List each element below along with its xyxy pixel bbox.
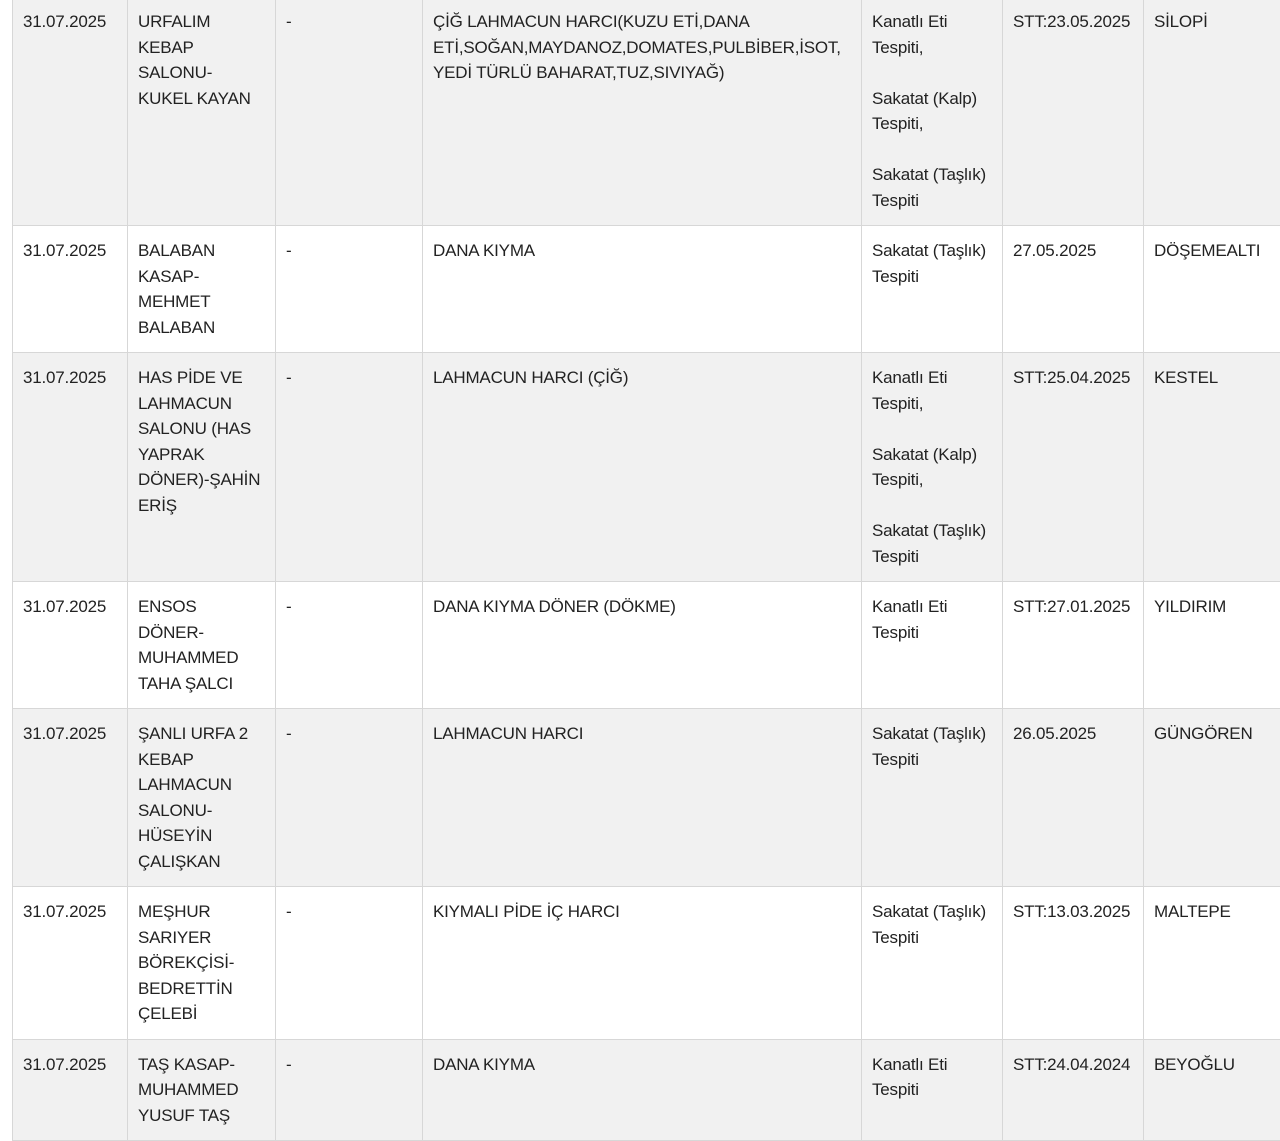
expiry-cell: STT:24.04.2024: [1003, 1039, 1144, 1141]
finding-cell: Kanatlı Eti Tespiti: [862, 582, 1003, 709]
business-cell: HAS PİDE VE LAHMACUN SALONU (HAS YAPRAK DÖNER)-ŞAHİN ERİŞ: [128, 353, 276, 582]
finding-cell: Sakatat (Taşlık) Tespiti: [862, 709, 1003, 887]
business-cell: ŞANLI URFA 2 KEBAP LAHMACUN SALONU-HÜSEYİN ÇALIŞKAN: [128, 709, 276, 887]
table-row: [13, 226, 1280, 353]
district-cell: MALTEPE: [1144, 887, 1280, 1040]
date-cell: 31.07.2025: [13, 1039, 128, 1141]
product-cell: ÇİĞ LAHMACUN HARCI(KUZU ETİ,DANA ETİ,SOĞAN,MAYDANOZ,DOMATES,PULBİBER,İSOT,YEDİ TÜRLÜ BAHARAT,TUZ,SIVIYAĞ): [423, 0, 862, 226]
date-cell: 31.07.2025: [13, 226, 128, 353]
finding-cell: Kanatlı Eti Tespiti: [862, 1039, 1003, 1141]
adulteration-results-table: [12, 0, 1280, 1141]
district-cell: YILDIRIM: [1144, 582, 1280, 709]
finding-cell: Sakatat (Taşlık) Tespiti: [862, 226, 1003, 353]
business-cell: MEŞHUR SARIYER BÖREKÇİSİ-BEDRETTİN ÇELEBİ: [128, 887, 276, 1040]
table-row: [13, 887, 1280, 1040]
district-cell: KESTEL: [1144, 353, 1280, 582]
brand-cell: -: [276, 1039, 423, 1141]
date-cell: 31.07.2025: [13, 582, 128, 709]
business-cell: ENSOS DÖNER-MUHAMMED TAHA ŞALCI: [128, 582, 276, 709]
date-cell: 31.07.2025: [13, 353, 128, 582]
district-cell: SİLOPİ: [1144, 0, 1280, 226]
date-cell: 31.07.2025: [13, 0, 128, 226]
date-cell: 31.07.2025: [13, 709, 128, 887]
product-cell: DANA KIYMA: [423, 226, 862, 353]
expiry-cell: STT:13.03.2025: [1003, 887, 1144, 1040]
expiry-cell: STT:25.04.2025: [1003, 353, 1144, 582]
expiry-cell: 27.05.2025: [1003, 226, 1144, 353]
date-cell: 31.07.2025: [13, 887, 128, 1040]
finding-cell: Kanatlı Eti Tespiti, Sakatat (Kalp) Tespiti, Sakatat (Taşlık) Tespiti: [862, 353, 1003, 582]
district-cell: BEYOĞLU: [1144, 1039, 1280, 1141]
expiry-cell: STT:27.01.2025: [1003, 582, 1144, 709]
finding-cell: Sakatat (Taşlık) Tespiti: [862, 887, 1003, 1040]
expiry-cell: STT:23.05.2025: [1003, 0, 1144, 226]
business-cell: TAŞ KASAP-MUHAMMED YUSUF TAŞ: [128, 1039, 276, 1141]
district-cell: GÜNGÖREN: [1144, 709, 1280, 887]
product-cell: LAHMACUN HARCI (ÇİĞ): [423, 353, 862, 582]
brand-cell: -: [276, 226, 423, 353]
product-cell: DANA KIYMA DÖNER (DÖKME): [423, 582, 862, 709]
brand-cell: -: [276, 887, 423, 1040]
brand-cell: -: [276, 353, 423, 582]
product-cell: DANA KIYMA: [423, 1039, 862, 1141]
business-cell: URFALIM KEBAP SALONU-KUKEL KAYAN: [128, 0, 276, 226]
table-row: [13, 582, 1280, 709]
table-row: [13, 0, 1280, 226]
results-table-container: [12, 0, 1280, 1141]
brand-cell: -: [276, 582, 423, 709]
brand-cell: -: [276, 0, 423, 226]
table-row: [13, 353, 1280, 582]
product-cell: KIYMALI PİDE İÇ HARCI: [423, 887, 862, 1040]
brand-cell: -: [276, 709, 423, 887]
product-cell: LAHMACUN HARCI: [423, 709, 862, 887]
finding-cell: Kanatlı Eti Tespiti, Sakatat (Kalp) Tespiti, Sakatat (Taşlık) Tespiti: [862, 0, 1003, 226]
expiry-cell: 26.05.2025: [1003, 709, 1144, 887]
business-cell: BALABAN KASAP-MEHMET BALABAN: [128, 226, 276, 353]
table-row: [13, 709, 1280, 887]
district-cell: DÖŞEMEALTI: [1144, 226, 1280, 353]
